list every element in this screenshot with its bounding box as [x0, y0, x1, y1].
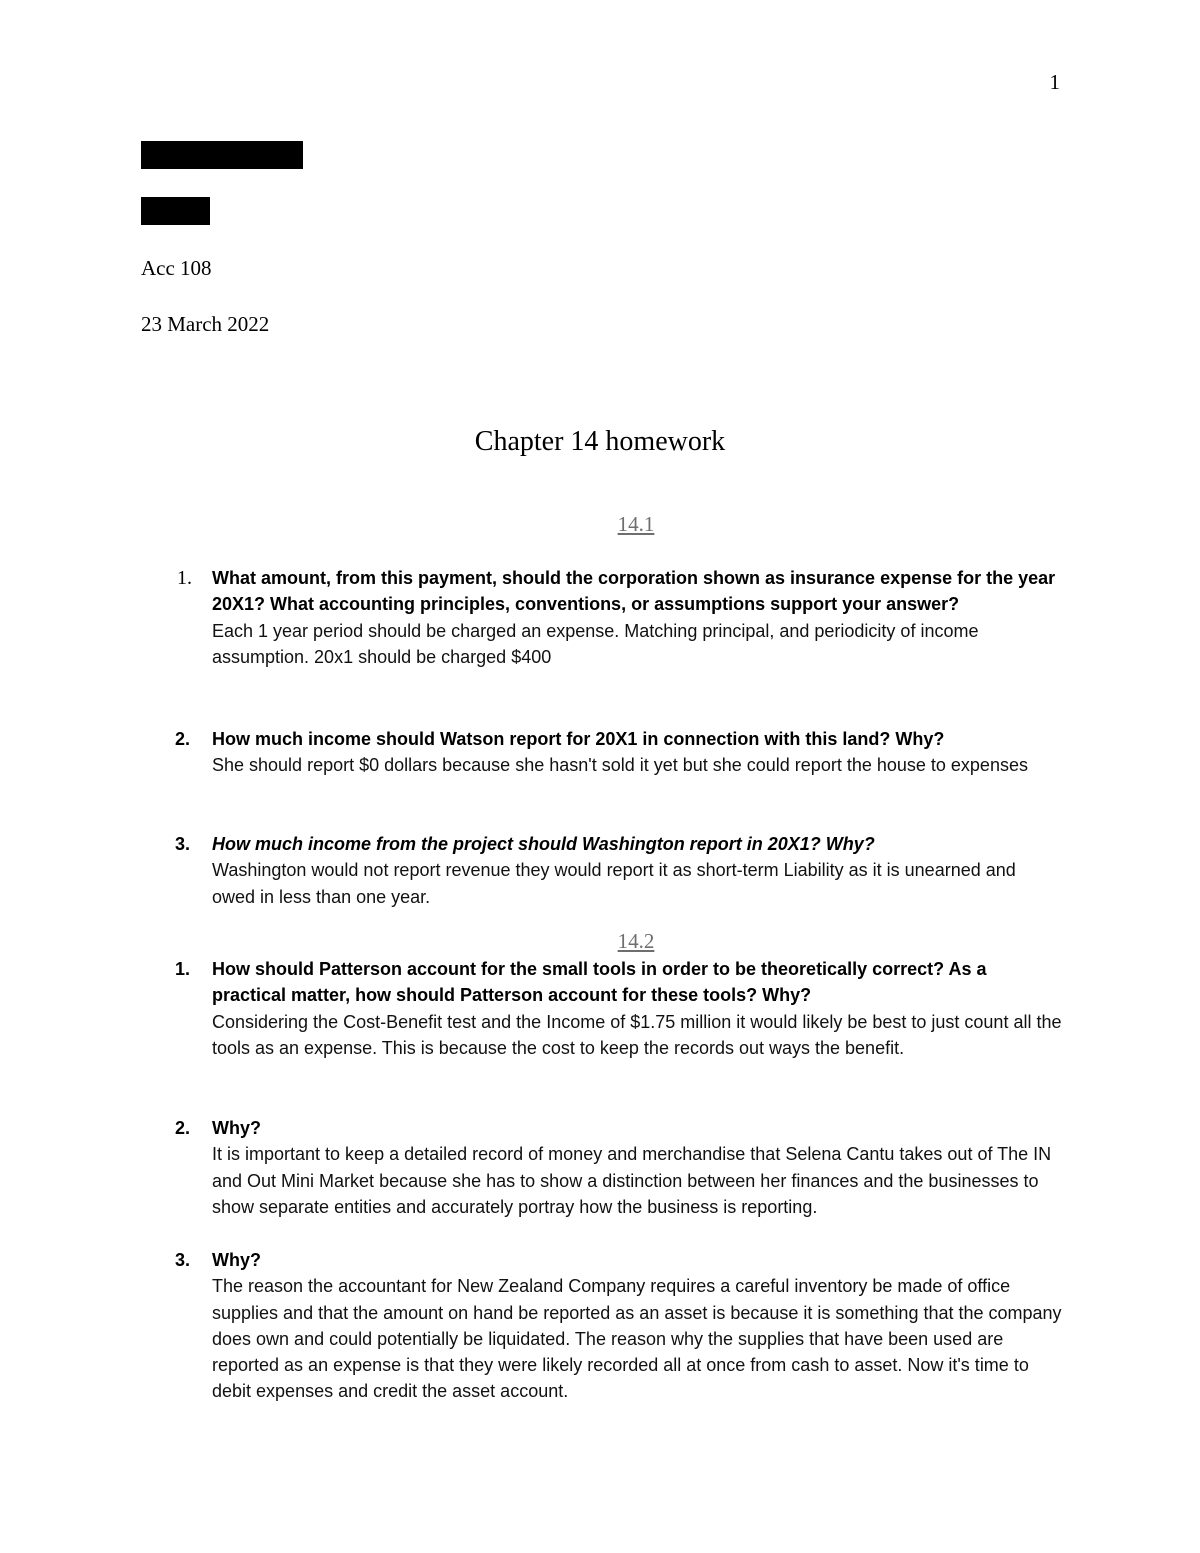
course-name: Acc 108: [141, 256, 212, 280]
item-body: [212, 565, 1062, 670]
question-text: How much income from the project should Washington report in 20X1? Why?: [212, 834, 875, 854]
section-heading-14-1: 14.1: [617, 512, 655, 536]
section-heading-14-2: 14.2: [617, 929, 655, 953]
redacted-student-name: [141, 141, 303, 169]
answer-text: The reason the accountant for New Zealand Company requires a careful inventory be made of office supplies and that the amount on hand be reported as an asset is because it is something that the company does own and could potentially be liquidated. The reason why the supplies that have been used are reported as an expense is that they were likely recorded all at once from cash to asset. Now it's time to debit expenses and credit the asset account.: [212, 1276, 1062, 1402]
answer-text: Each 1 year period should be charged an expense. Matching principal, and periodicity of income assumption. 20x1 should be charged $400: [212, 620, 979, 667]
question-text: Why?: [212, 1250, 261, 1270]
item-body: [212, 1247, 1062, 1405]
document-title: Chapter 14 homework: [474, 426, 726, 457]
question-text: What amount, from this payment, should the corporation shown as insurance expense for the year 20X1? What accounting principles, conventions, or assumptions support your answer?: [212, 568, 1056, 615]
item-number: 1.: [175, 959, 191, 979]
answer-text: It is important to keep a detailed record of money and merchandise that Selena Cantu takes out of The IN and Out Mini Market because she has to show a distinction between her finances and the businesses to show separate entities and accurately portray how the business is reporting.: [212, 1144, 1052, 1217]
answer-text: Considering the Cost-Benefit test and the Income of $1.75 million it would likely be best to just count all the tools as an expense. This is because the cost to keep the records out ways the benefit.: [212, 1011, 1062, 1058]
item-body: [212, 1115, 1062, 1220]
redacted-instructor-name: [141, 197, 210, 225]
document-date: 23 March 2022: [141, 312, 270, 336]
question-text: How much income should Watson report for 20X1 in connection with this land? Why?: [212, 729, 945, 749]
page-number: 1: [1049, 70, 1060, 94]
question-text: How should Patterson account for the small tools in order to be theoretically correct? As a practical matter, how should Patterson account for these tools? Why?: [212, 959, 987, 1006]
item-body: [212, 831, 1062, 910]
item-number: 2.: [175, 729, 191, 749]
question-text: Why?: [212, 1118, 261, 1138]
answer-text: Washington would not report revenue they would report it as short-term Liability as it is unearned and owed in less than one year.: [212, 860, 1016, 907]
item-number: 1.: [177, 567, 192, 589]
item-number: 3.: [175, 1250, 191, 1270]
item-number: 2.: [175, 1118, 191, 1138]
item-number: 3.: [175, 834, 191, 854]
answer-text: She should report $0 dollars because she hasn't sold it yet but she could report the house to expenses: [212, 755, 1028, 776]
item-body: [212, 726, 1062, 779]
item-body: [212, 956, 1062, 1061]
